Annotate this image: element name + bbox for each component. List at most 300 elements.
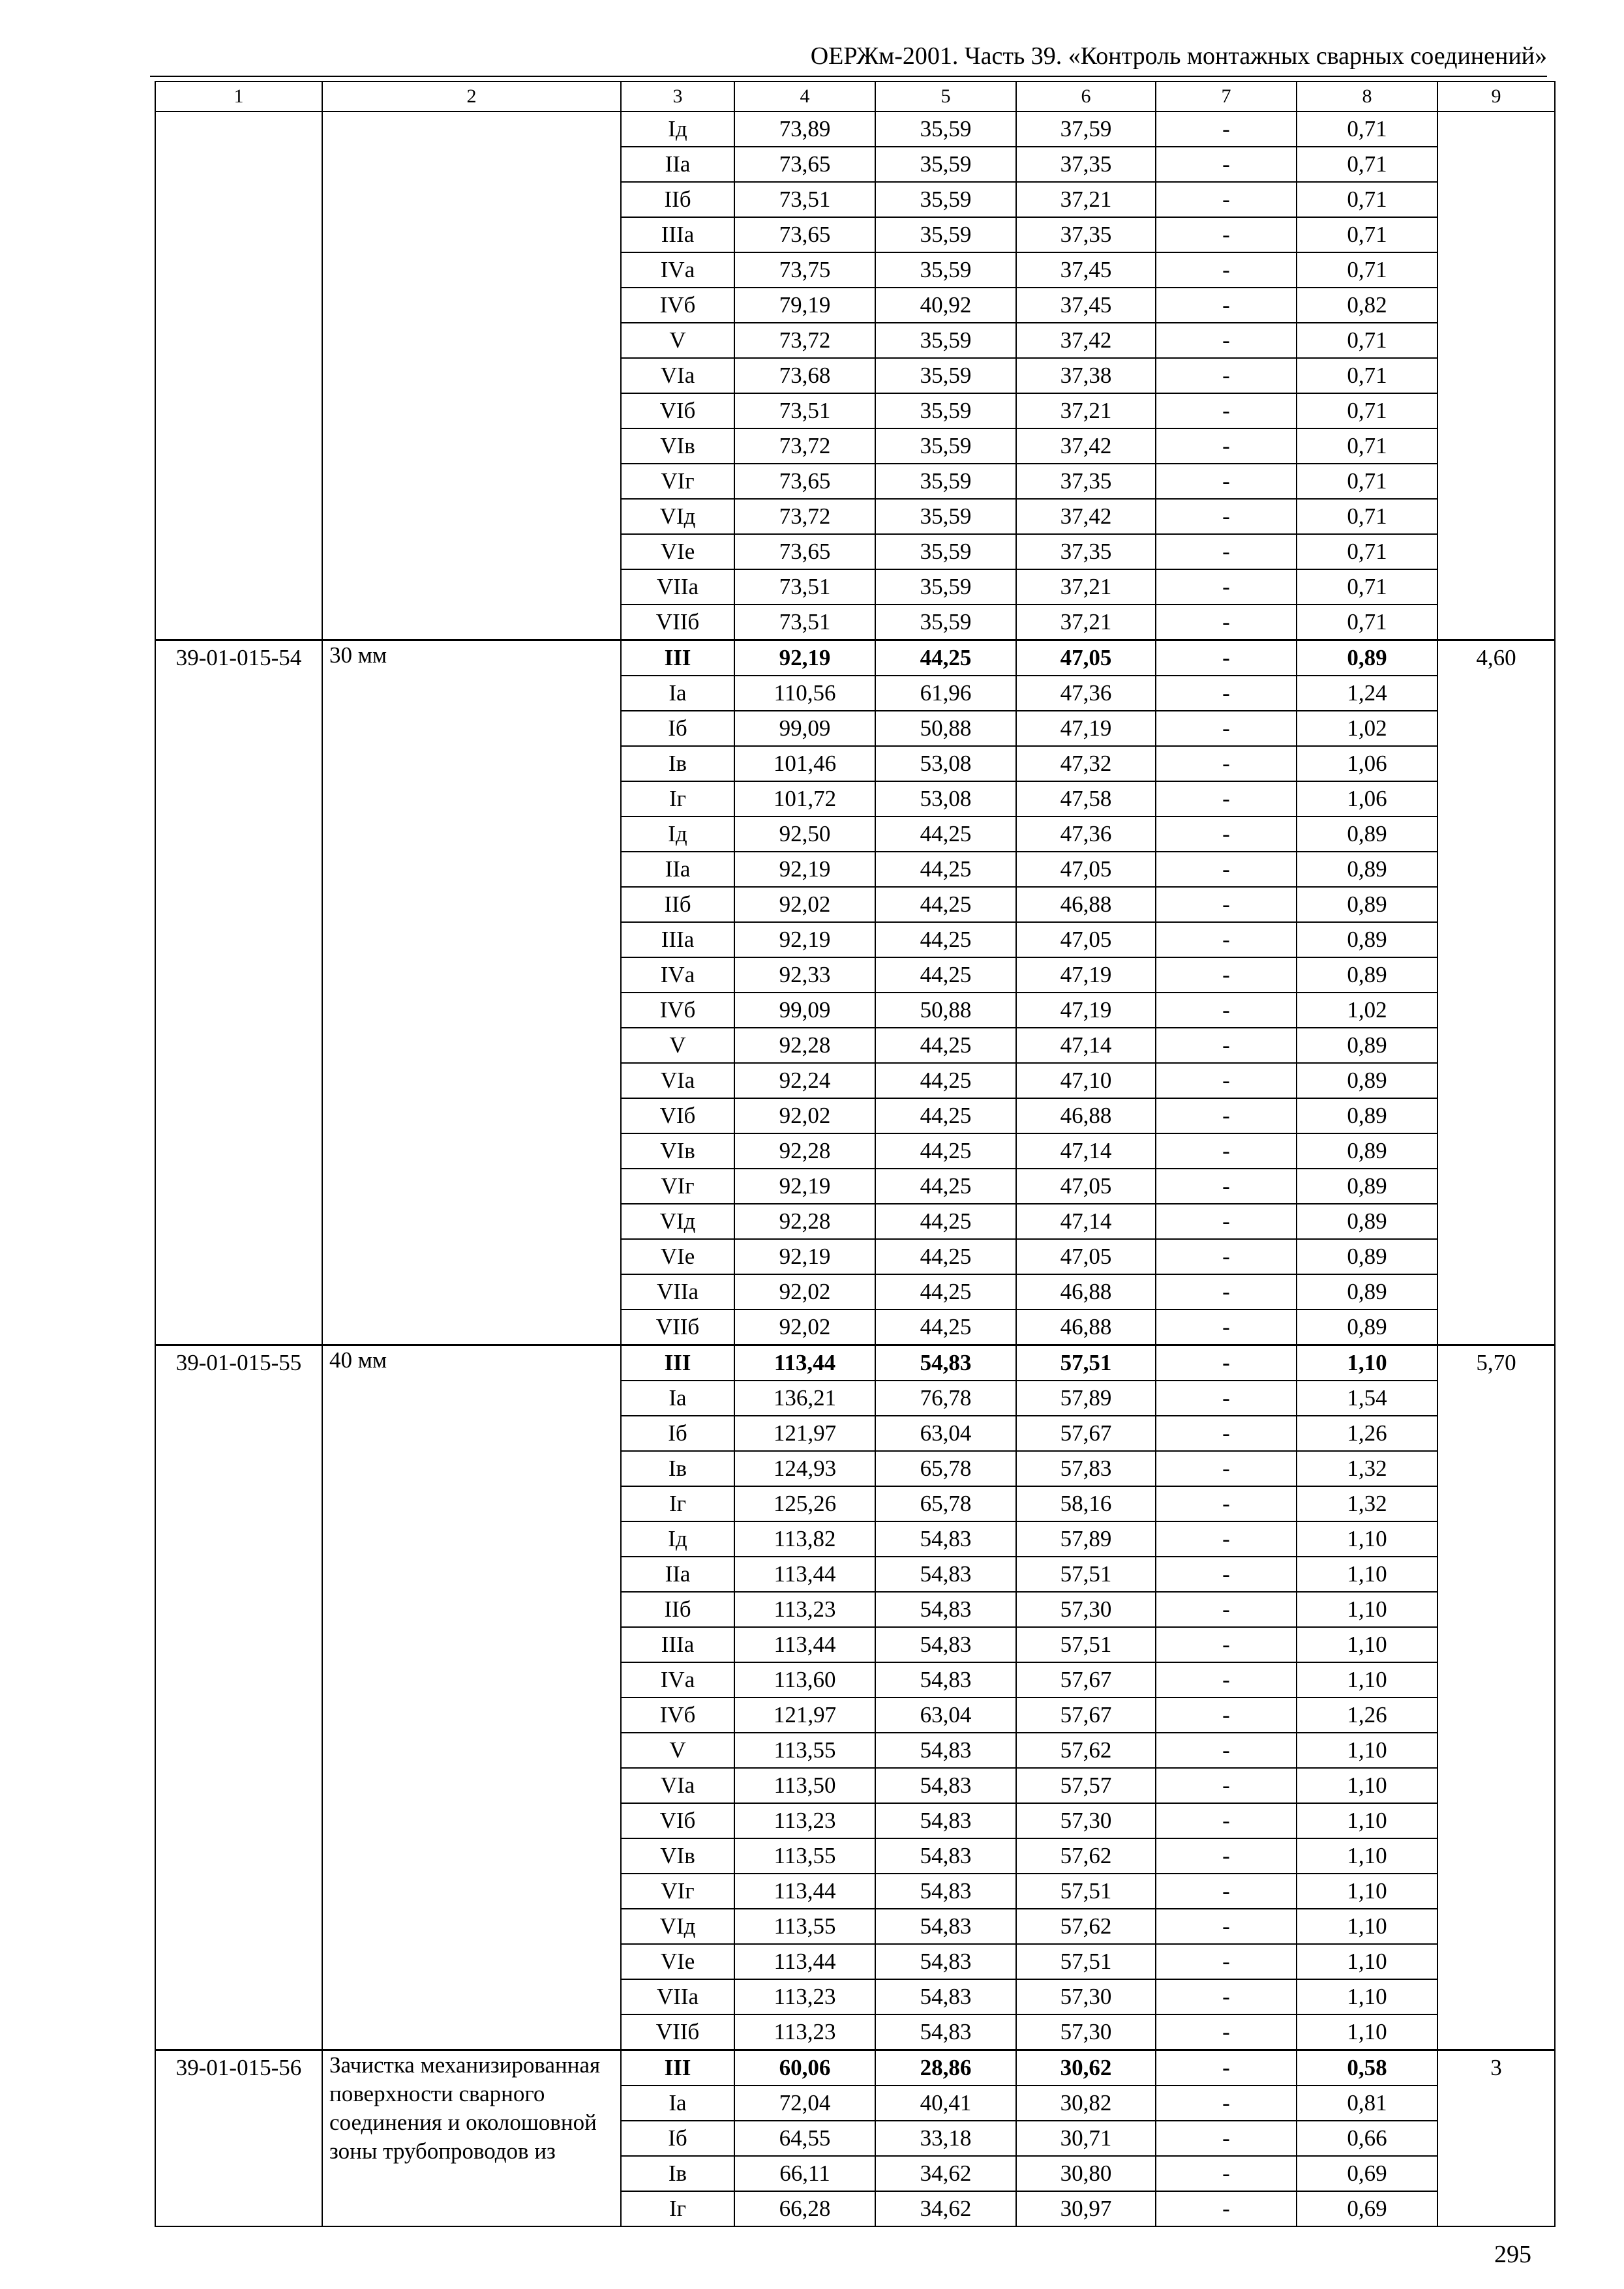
category-code: VIе [621,1239,734,1274]
category-code: VIа [621,1063,734,1098]
category-code: Iв [621,2156,734,2191]
column-number: 6 [1016,82,1156,112]
labor-hours: 1,10 [1297,1345,1437,1381]
total-cost: 113,55 [734,1909,875,1944]
materials-cost: - [1156,640,1297,676]
labor-cost: 35,59 [875,147,1016,182]
materials-cost: - [1156,1274,1297,1309]
total-cost: 113,23 [734,1979,875,2014]
materials-cost: - [1156,2014,1297,2050]
total-cost: 99,09 [734,993,875,1028]
category-code: Iб [621,711,734,746]
total-cost: 92,02 [734,1274,875,1309]
category-code: VIг [621,1874,734,1909]
machine-cost: 37,35 [1016,147,1156,182]
materials-cost: - [1156,217,1297,252]
category-code: Iг [621,1486,734,1521]
total-cost: 113,50 [734,1768,875,1803]
labor-cost: 44,25 [875,1098,1016,1133]
machine-cost: 47,19 [1016,711,1156,746]
labor-hours: 1,10 [1297,1909,1437,1944]
machine-cost: 47,05 [1016,852,1156,887]
labor-hours: 0,89 [1297,1239,1437,1274]
work-name: 40 мм [322,1345,621,2050]
machine-cost: 57,67 [1016,1698,1156,1733]
total-cost: 99,09 [734,711,875,746]
labor-hours: 0,89 [1297,1028,1437,1063]
machine-cost: 37,42 [1016,323,1156,358]
labor-cost: 40,92 [875,288,1016,323]
materials-cost: - [1156,1909,1297,1944]
labor-hours: 1,10 [1297,1768,1437,1803]
materials-cost: - [1156,1557,1297,1592]
materials-cost: - [1156,428,1297,464]
category-code: VIд [621,1909,734,1944]
machine-cost: 47,05 [1016,1169,1156,1204]
materials-cost: - [1156,2121,1297,2156]
labor-cost: 53,08 [875,781,1016,816]
total-cost: 73,72 [734,323,875,358]
category-code: IIIа [621,1627,734,1662]
machine-cost: 57,67 [1016,1662,1156,1698]
labor-hours: 1,26 [1297,1698,1437,1733]
category-code: VIIб [621,1309,734,1345]
labor-cost: 44,25 [875,1204,1016,1239]
total-cost: 113,44 [734,1944,875,1979]
category-code: Iд [621,112,734,147]
machine-cost: 47,32 [1016,746,1156,781]
labor-hours: 0,89 [1297,816,1437,852]
rate-code: 39-01-015-56 [155,2050,322,2227]
column-number: 9 [1437,82,1555,112]
category-code: IVб [621,1698,734,1733]
total-cost: 110,56 [734,676,875,711]
labor-cost: 35,59 [875,217,1016,252]
machine-cost: 47,10 [1016,1063,1156,1098]
labor-cost: 61,96 [875,676,1016,711]
materials-cost: - [1156,1063,1297,1098]
labor-hours: 0,71 [1297,569,1437,605]
category-code: IIб [621,887,734,922]
category-code: VIIб [621,2014,734,2050]
materials-cost: - [1156,1098,1297,1133]
labor-hours: 0,71 [1297,605,1437,640]
total-cost: 113,23 [734,1592,875,1627]
total-cost: 92,02 [734,1309,875,1345]
labor-cost: 54,83 [875,1874,1016,1909]
machine-cost: 37,35 [1016,534,1156,569]
labor-hours: 1,24 [1297,676,1437,711]
labor-hours: 1,10 [1297,1733,1437,1768]
labor-cost: 35,59 [875,182,1016,217]
table-row [155,1345,1555,1381]
machine-cost: 47,36 [1016,816,1156,852]
machine-cost: 30,71 [1016,2121,1156,2156]
machine-cost: 37,59 [1016,112,1156,147]
materials-cost: - [1156,1028,1297,1063]
labor-hours: 1,10 [1297,1838,1437,1874]
materials-cost: - [1156,569,1297,605]
category-code: IVб [621,288,734,323]
machine-cost: 57,30 [1016,1803,1156,1838]
category-code: VIе [621,1944,734,1979]
labor-cost: 35,59 [875,393,1016,428]
category-code: Iд [621,1521,734,1557]
total-cost: 92,50 [734,816,875,852]
labor-hours: 1,26 [1297,1416,1437,1451]
machine-cost: 37,38 [1016,358,1156,393]
labor-cost: 35,59 [875,112,1016,147]
labor-hours: 1,10 [1297,1662,1437,1698]
labor-cost: 35,59 [875,428,1016,464]
labor-cost: 35,59 [875,358,1016,393]
category-code: VIIа [621,1979,734,2014]
materials-cost: - [1156,323,1297,358]
category-code: V [621,323,734,358]
labor-cost: 63,04 [875,1416,1016,1451]
labor-cost: 35,59 [875,569,1016,605]
category-code: VIIа [621,1274,734,1309]
materials-cost: - [1156,2050,1297,2086]
labor-hours: 0,89 [1297,922,1437,957]
machine-cost: 30,82 [1016,2086,1156,2121]
materials-cost: - [1156,957,1297,993]
machine-cost: 57,83 [1016,1451,1156,1486]
labor-hours: 1,06 [1297,781,1437,816]
labor-hours: 0,71 [1297,252,1437,288]
materials-cost: - [1156,358,1297,393]
machine-cost: 57,62 [1016,1733,1156,1768]
labor-hours: 0,69 [1297,2156,1437,2191]
labor-hours: 0,66 [1297,2121,1437,2156]
materials-cost: - [1156,1944,1297,1979]
labor-cost: 44,25 [875,887,1016,922]
machine-cost: 57,67 [1016,1416,1156,1451]
total-cost: 92,33 [734,957,875,993]
machine-cost: 47,05 [1016,1239,1156,1274]
total-cost: 124,93 [734,1451,875,1486]
total-cost: 73,72 [734,428,875,464]
table-row [155,2050,1555,2086]
labor-cost: 54,83 [875,1733,1016,1768]
category-code: III [621,1345,734,1381]
labor-hours: 0,81 [1297,2086,1437,2121]
machine-cost: 47,58 [1016,781,1156,816]
labor-hours: 1,10 [1297,2014,1437,2050]
labor-cost: 35,59 [875,464,1016,499]
materials-cost: - [1156,781,1297,816]
col9-value: 3 [1437,2050,1555,2227]
machine-cost: 46,88 [1016,1274,1156,1309]
labor-cost: 50,88 [875,711,1016,746]
total-cost: 73,51 [734,182,875,217]
machine-cost: 46,88 [1016,1309,1156,1345]
column-number: 8 [1297,82,1437,112]
labor-hours: 0,71 [1297,217,1437,252]
total-cost: 73,51 [734,605,875,640]
category-code: IIб [621,182,734,217]
materials-cost: - [1156,1239,1297,1274]
category-code: VIб [621,393,734,428]
materials-cost: - [1156,1803,1297,1838]
total-cost: 60,06 [734,2050,875,2086]
total-cost: 73,65 [734,147,875,182]
materials-cost: - [1156,147,1297,182]
machine-cost: 57,62 [1016,1838,1156,1874]
labor-cost: 54,83 [875,2014,1016,2050]
labor-cost: 44,25 [875,957,1016,993]
labor-cost: 50,88 [875,993,1016,1028]
labor-hours: 1,10 [1297,1979,1437,2014]
category-code: IIб [621,1592,734,1627]
labor-hours: 1,10 [1297,1944,1437,1979]
materials-cost: - [1156,2191,1297,2226]
machine-cost: 30,80 [1016,2156,1156,2191]
labor-hours: 0,71 [1297,464,1437,499]
total-cost: 72,04 [734,2086,875,2121]
total-cost: 92,19 [734,1239,875,1274]
materials-cost: - [1156,1768,1297,1803]
materials-cost: - [1156,1662,1297,1698]
labor-hours: 0,69 [1297,2191,1437,2226]
total-cost: 79,19 [734,288,875,323]
total-cost: 73,68 [734,358,875,393]
category-code: IVа [621,957,734,993]
category-code: IVа [621,1662,734,1698]
total-cost: 92,19 [734,640,875,676]
labor-hours: 1,54 [1297,1381,1437,1416]
materials-cost: - [1156,746,1297,781]
category-code: IIа [621,1557,734,1592]
machine-cost: 58,16 [1016,1486,1156,1521]
labor-cost: 35,59 [875,499,1016,534]
machine-cost: 46,88 [1016,1098,1156,1133]
machine-cost: 37,35 [1016,217,1156,252]
category-code: VIд [621,1204,734,1239]
materials-cost: - [1156,288,1297,323]
category-code: Iд [621,816,734,852]
machine-cost: 57,89 [1016,1381,1156,1416]
labor-hours: 0,89 [1297,1169,1437,1204]
total-cost: 92,19 [734,922,875,957]
labor-hours: 0,89 [1297,852,1437,887]
category-code: Iв [621,746,734,781]
machine-cost: 47,14 [1016,1133,1156,1169]
materials-cost: - [1156,2086,1297,2121]
total-cost: 64,55 [734,2121,875,2156]
materials-cost: - [1156,605,1297,640]
work-name: Зачистка механизированная поверхности сварного соединения и околошовной зоны трубопроводов из [322,2050,621,2227]
category-code: VIг [621,1169,734,1204]
materials-cost: - [1156,1486,1297,1521]
labor-cost: 54,83 [875,1803,1016,1838]
total-cost: 66,11 [734,2156,875,2191]
total-cost: 113,44 [734,1627,875,1662]
materials-cost: - [1156,252,1297,288]
labor-hours: 0,71 [1297,428,1437,464]
total-cost: 73,72 [734,499,875,534]
labor-hours: 0,82 [1297,288,1437,323]
column-number: 2 [322,82,621,112]
labor-hours: 0,89 [1297,1098,1437,1133]
category-code: Iг [621,2191,734,2226]
labor-cost: 44,25 [875,1133,1016,1169]
materials-cost: - [1156,676,1297,711]
materials-cost: - [1156,1345,1297,1381]
labor-cost: 65,78 [875,1486,1016,1521]
machine-cost: 57,51 [1016,1345,1156,1381]
total-cost: 125,26 [734,1486,875,1521]
materials-cost: - [1156,1521,1297,1557]
labor-hours: 1,10 [1297,1874,1437,1909]
labor-cost: 54,83 [875,1979,1016,2014]
category-code: VIе [621,534,734,569]
labor-hours: 1,10 [1297,1627,1437,1662]
labor-cost: 54,83 [875,1627,1016,1662]
labor-hours: 0,71 [1297,534,1437,569]
materials-cost: - [1156,1698,1297,1733]
rates-table [155,81,1556,2227]
total-cost: 101,46 [734,746,875,781]
labor-cost: 35,59 [875,323,1016,358]
total-cost: 92,02 [734,887,875,922]
labor-hours: 0,89 [1297,887,1437,922]
labor-cost: 28,86 [875,2050,1016,2086]
labor-hours: 0,89 [1297,1309,1437,1345]
machine-cost: 30,62 [1016,2050,1156,2086]
category-code: IIа [621,147,734,182]
machine-cost: 37,21 [1016,182,1156,217]
labor-hours: 0,71 [1297,358,1437,393]
category-code: Iа [621,1381,734,1416]
materials-cost: - [1156,499,1297,534]
materials-cost: - [1156,887,1297,922]
category-code: Iб [621,1416,734,1451]
total-cost: 73,65 [734,534,875,569]
labor-cost: 34,62 [875,2156,1016,2191]
materials-cost: - [1156,1592,1297,1627]
category-code: VIв [621,1838,734,1874]
rate-code: 39-01-015-54 [155,640,322,1345]
total-cost: 113,55 [734,1733,875,1768]
column-number: 4 [734,82,875,112]
machine-cost: 37,21 [1016,393,1156,428]
materials-cost: - [1156,1874,1297,1909]
machine-cost: 47,19 [1016,957,1156,993]
machine-cost: 47,19 [1016,993,1156,1028]
labor-cost: 63,04 [875,1698,1016,1733]
category-code: VIб [621,1098,734,1133]
labor-cost: 44,25 [875,1169,1016,1204]
category-code: VIа [621,1768,734,1803]
labor-cost: 35,59 [875,534,1016,569]
materials-cost: - [1156,1169,1297,1204]
labor-hours: 0,89 [1297,640,1437,676]
total-cost: 113,60 [734,1662,875,1698]
labor-hours: 1,02 [1297,993,1437,1028]
materials-cost: - [1156,852,1297,887]
total-cost: 73,51 [734,393,875,428]
labor-cost: 34,62 [875,2191,1016,2226]
materials-cost: - [1156,1416,1297,1451]
category-code: VIв [621,1133,734,1169]
materials-cost: - [1156,1733,1297,1768]
category-code: IIIа [621,217,734,252]
labor-cost: 44,25 [875,640,1016,676]
total-cost: 92,28 [734,1028,875,1063]
category-code: VIа [621,358,734,393]
labor-hours: 1,10 [1297,1803,1437,1838]
labor-hours: 0,89 [1297,1063,1437,1098]
materials-cost: - [1156,464,1297,499]
machine-cost: 47,36 [1016,676,1156,711]
work-name: 30 мм [322,640,621,1345]
labor-hours: 1,32 [1297,1451,1437,1486]
machine-cost: 37,45 [1016,252,1156,288]
labor-cost: 65,78 [875,1451,1016,1486]
labor-hours: 1,10 [1297,1557,1437,1592]
labor-cost: 53,08 [875,746,1016,781]
labor-hours: 1,10 [1297,1521,1437,1557]
materials-cost: - [1156,1451,1297,1486]
labor-cost: 54,83 [875,1521,1016,1557]
labor-hours: 0,71 [1297,393,1437,428]
total-cost: 121,97 [734,1698,875,1733]
total-cost: 92,19 [734,1169,875,1204]
labor-cost: 44,25 [875,1274,1016,1309]
col9-value: 4,60 [1437,640,1555,1345]
column-number: 3 [621,82,734,112]
category-code: VIд [621,499,734,534]
table-row [155,112,1555,147]
total-cost: 73,51 [734,569,875,605]
materials-cost: - [1156,1627,1297,1662]
category-code: III [621,640,734,676]
machine-cost: 57,51 [1016,1557,1156,1592]
total-cost: 73,65 [734,217,875,252]
materials-cost: - [1156,2156,1297,2191]
machine-cost: 37,42 [1016,428,1156,464]
total-cost: 113,55 [734,1838,875,1874]
labor-cost: 54,83 [875,1768,1016,1803]
total-cost: 136,21 [734,1381,875,1416]
category-code: V [621,1733,734,1768]
category-code: Iг [621,781,734,816]
materials-cost: - [1156,993,1297,1028]
materials-cost: - [1156,922,1297,957]
labor-hours: 1,02 [1297,711,1437,746]
col9-value: 5,70 [1437,1345,1555,2050]
category-code: VIIа [621,569,734,605]
labor-hours: 1,06 [1297,746,1437,781]
machine-cost: 47,05 [1016,640,1156,676]
rate-code [155,112,322,640]
labor-cost: 54,83 [875,1944,1016,1979]
category-code: IVа [621,252,734,288]
rate-code: 39-01-015-55 [155,1345,322,2050]
labor-cost: 35,59 [875,605,1016,640]
machine-cost: 57,62 [1016,1909,1156,1944]
materials-cost: - [1156,1838,1297,1874]
machine-cost: 57,51 [1016,1627,1156,1662]
labor-hours: 0,71 [1297,499,1437,534]
machine-cost: 57,30 [1016,1979,1156,2014]
machine-cost: 57,57 [1016,1768,1156,1803]
materials-cost: - [1156,1381,1297,1416]
labor-hours: 0,71 [1297,112,1437,147]
category-code: VIв [621,428,734,464]
machine-cost: 37,45 [1016,288,1156,323]
